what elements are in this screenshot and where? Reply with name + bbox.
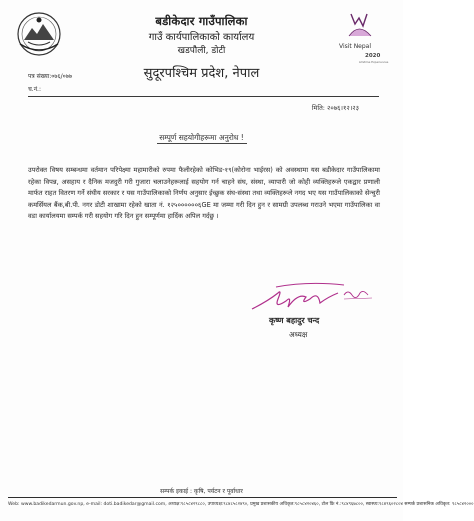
header-divider: [28, 96, 379, 97]
office-name: गाउँ कार्यपालिकाको कार्यालय: [148, 32, 255, 43]
visit-nepal-2020-logo: [329, 8, 389, 68]
footer-contact-unit: सम्पर्क इकाई : कृषि, पर्यटन र पूर्वाधार: [160, 488, 243, 495]
letter-subject: सम्पूर्ण सहयोगीहरूमा अनुरोध !: [159, 133, 244, 142]
handwritten-signature: [248, 279, 378, 317]
letter-date: मिति: २०७६।१२।२३: [311, 104, 359, 112]
province-name: सुदूरपश्चिम प्रदेश, नेपाल: [143, 66, 260, 81]
footer-divider: [8, 497, 397, 498]
dispatch-number: च.नं.:: [28, 86, 41, 93]
office-location: खडपौली, डोटी: [177, 46, 226, 56]
letter-number: पत्र संख्या:०७६/०७७: [28, 73, 72, 80]
signatory-name: कृष्ण बहादुर चन्द: [269, 316, 320, 325]
letter-body: उपरोक्त विषय सम्बन्धमा वर्तमान परिपेक्ष्मा महामारीको रुपमा फैलीरहेको कोभिड-१९(कोरोना भाईरस) को अवस्थामा यस बडीकेदार गाउँपालिकामा रहेका विपन्न, असहाय र दैनिक मजदुरी गरी गुजारा चलाउनेहरूलाई सहयोग गर्न चाहने संघ, संस्था, व्यापारी जो कोही व्यक्तिहरूले एकद्वार प्रणाली मार्फत राहत वितरण गर्ने संघीय सरकार र यस गाउँपालिकाको निर्णय अनुसार ईच्छुक संघ-संस्था तथा व्यक्तिहरूले नगद भए यस गाउँपालिकाको सेन्चुरी कमर्सियल बैंक,बी.पी. नगर डोटी शाखामा रहेको खाता नं. १२५००००००६GE मा जम्मा गरी दिन हुन र सामग्री उपलब्ध गराउने भएमा गाउँपालिका वा वडा कार्यालयमा सम्पर्क गरी सहयोग गरि दिन हुन सम्पूर्णमा हार्दिक अपिल गर्दछु ।: [28, 166, 380, 220]
footer-contact-details: Web: www.badikedarmun.gov.np, e-mail: doti.badikedar@gmail.com, अध्यक्ष:९८५८४२९८८०, उपाध्यक्ष:९८४८५८२४९०, प्रमुख प्रशासकीय अधिकृत:९८५८४२०४६०, टोल फ्रि नं.:९८४९६७८००, स्वास्थ्य:९८४९६०२८०४ सम्पर्क प्रशासनिक अधिकृत: ९८५८४२०००: [8, 502, 474, 507]
signatory-role: अध्यक्ष: [289, 330, 308, 339]
visit-logo-tagline: Lifetime Experiences: [359, 60, 389, 64]
subject-underline: [157, 143, 247, 144]
municipality-title: बडीकेदार गाउँपालिका: [155, 14, 248, 28]
visit-logo-year: 2020: [365, 53, 381, 59]
visit-logo-text: Visit Nepal: [339, 43, 372, 50]
